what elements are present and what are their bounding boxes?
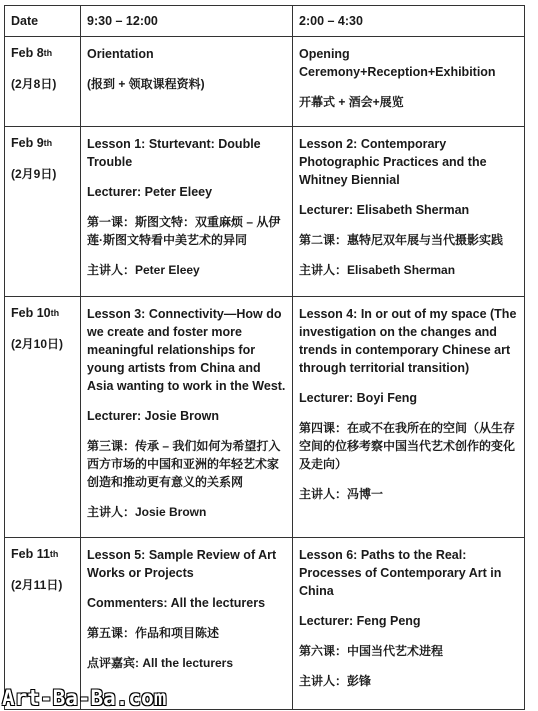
date-cell [5, 538, 81, 710]
date-cn-label: (2月11日) [11, 578, 63, 592]
header-row [5, 6, 525, 37]
lesson-title: Lesson 5: Sample Review of Art Works or Projects [87, 548, 277, 580]
session-note-cn: (报到 + 领取课程资料) [87, 77, 205, 91]
morning-cell [81, 538, 293, 710]
lecturer: Lecturer: Feng Peng [299, 614, 421, 628]
lecturer: Lecturer: Elisabeth Sherman [299, 203, 470, 217]
session-note-cn: 开幕式 + 酒会+展览 [299, 95, 404, 109]
lesson-title: Lesson 3: Connectivity—How do we create and foster more meaningful relationships for young artists from China and Asia wanting to work in the West. [87, 307, 286, 393]
lecturer: Lecturer: Boyi Feng [299, 391, 418, 405]
header-morning-label: 9:30 – 12:00 [87, 14, 158, 28]
lesson-title: Lesson 2: Contemporary Photographic Practices and the Whitney Biennial [299, 137, 487, 187]
lesson-title: Lesson 6: Paths to the Real: Processes of Contemporary Art in China [299, 548, 502, 598]
lecturer-cn: 主讲人：冯博一 [299, 487, 384, 501]
date-label: Feb 9th [11, 136, 53, 150]
date-label: Feb 11th [11, 547, 59, 561]
lecturer-cn: 主讲人：Josie Brown [87, 505, 207, 519]
header-afternoon [293, 6, 525, 37]
lecturer-cn: 主讲人：彭锋 [299, 674, 372, 688]
lesson-title-cn: 第一课：斯图文特：双重麻烦 – 从伊莲·斯图文特看中美艺术的异同 [87, 215, 281, 247]
lecturer-cn: 主讲人：Peter Eleey [87, 263, 200, 277]
header-morning [81, 6, 293, 37]
schedule-row [5, 538, 525, 710]
session-title: Opening Ceremony+Reception+Exhibition [299, 47, 496, 79]
date-label: Feb 8th [11, 46, 53, 60]
header-date-label: Date [11, 14, 39, 28]
afternoon-cell [293, 37, 525, 127]
lecturer: Lecturer: Josie Brown [87, 409, 219, 423]
lecturer: Lecturer: Peter Eleey [87, 185, 213, 199]
date-cn-label: (2月9日) [11, 167, 57, 181]
lesson-title-cn: 第六课：中国当代艺术进程 [299, 644, 444, 658]
schedule-table [4, 5, 525, 710]
lesson-title: Lesson 4: In or out of my space (The investigation on the changes and trends in contemporary Chinese art through territorial transition) [299, 307, 517, 375]
date-cell [5, 297, 81, 538]
site-watermark: Art-Ba-Ba.com [2, 686, 167, 710]
date-label: Feb 10th [11, 306, 60, 320]
lesson-title-cn: 第二课：惠特尼双年展与当代摄影实践 [299, 233, 504, 247]
lesson-title-cn: 第五课：作品和项目陈述 [87, 626, 220, 640]
header-afternoon-label: 2:00 – 4:30 [299, 14, 363, 28]
lesson-title-cn: 第四课：在或不在我所在的空间（从生存空间的位移考察中国当代艺术创作的变化及走向） [299, 421, 516, 471]
schedule-row [5, 297, 525, 538]
afternoon-cell [293, 297, 525, 538]
schedule-row [5, 37, 525, 127]
date-cell [5, 37, 81, 127]
header-date [5, 6, 81, 37]
morning-cell [81, 127, 293, 297]
lecturer: Commenters: All the lecturers [87, 596, 266, 610]
date-cn-label: (2月8日) [11, 77, 57, 91]
lecturer-cn: 主讲人：Elisabeth Sherman [299, 263, 456, 277]
lesson-title-cn: 第三课：传承 – 我们如何为希望打入西方市场的中国和亚洲的年轻艺术家创造和推动更有意义的关系网 [87, 439, 281, 489]
schedule-row [5, 127, 525, 297]
date-cell [5, 127, 81, 297]
date-cn-label: (2月10日) [11, 337, 64, 351]
lecturer-cn: 点评嘉宾: All the lecturers [87, 656, 234, 670]
lesson-title: Lesson 1: Sturtevant: Double Trouble [87, 137, 261, 169]
morning-cell [81, 37, 293, 127]
afternoon-cell [293, 538, 525, 710]
session-title: Orientation [87, 47, 154, 61]
afternoon-cell [293, 127, 525, 297]
morning-cell [81, 297, 293, 538]
